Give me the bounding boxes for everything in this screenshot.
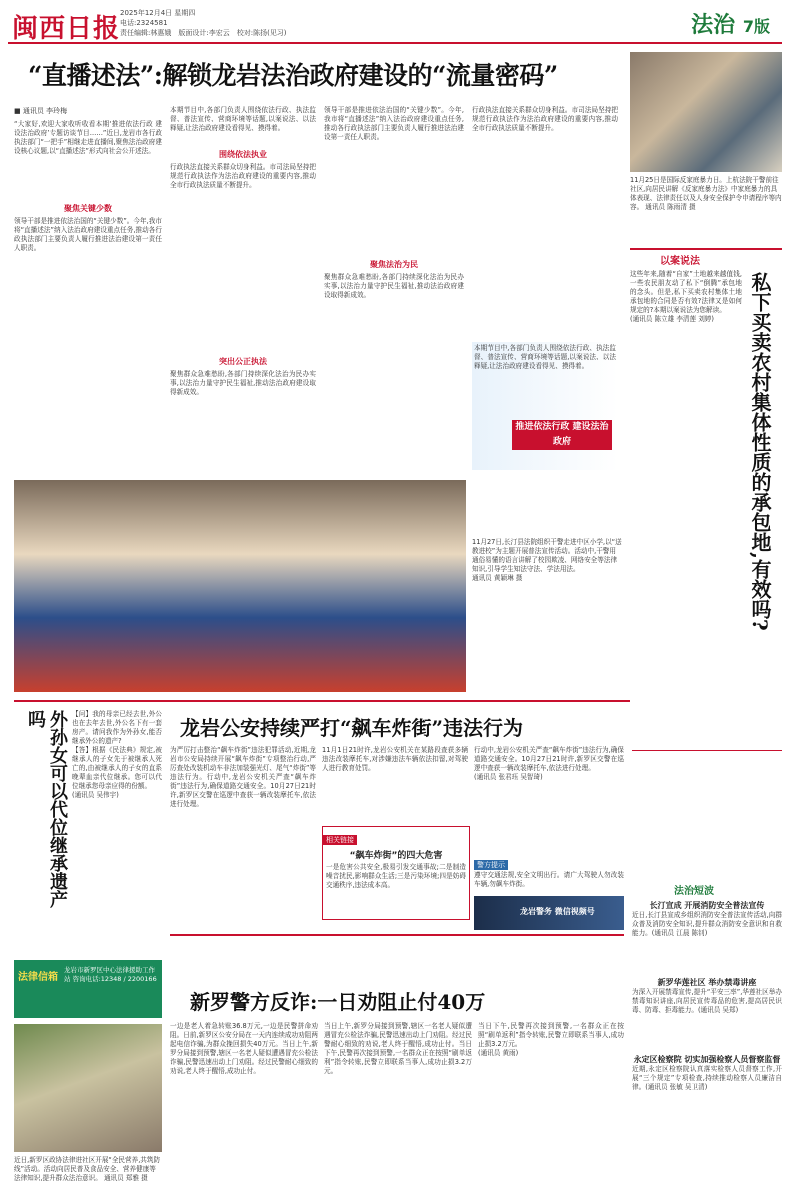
traffic-text-1: 为严厉打击整治“飙车炸街”违法犯罪活动,近期,龙岩市公安局持续开展“飙车炸街”专项整治行动,严厉查处改装机动车非法加装强光灯、尾气“炸街”等违法行为。 (170, 746, 316, 781)
lead-para-9: 本期节目中,各部门负责人围绕依法行政、执法监督、普法宣传、营商环境等话题,以案说法、以法释疑,让法治政府建设看得见、摸得着。 (474, 344, 616, 370)
page-section: 法治 (691, 13, 736, 38)
answer-text: 根据《民法典》规定,被继承人的子女先于被继承人死亡的,由被继承人的子女的直系晚辈血亲代位继承。您可以代位继承您母亲应得的份额。 (72, 746, 162, 790)
inherit-qa (72, 710, 162, 954)
fraud-credit: (通讯员 黄雨) (478, 1049, 519, 1057)
lead-para-7: 聚焦群众急难愁盼,各部门持续深化法治为民办实事,以法治力量守护民生福祉,推动法治政府建设取得新成效。 (324, 273, 464, 299)
newspaper-logo: 闽西日报 (12, 14, 121, 44)
lead-col-4 (472, 106, 618, 338)
news-3-title: 永定区检察院 切实加强检察人员督察监督 (633, 1055, 781, 1064)
top-right-photo (630, 52, 782, 172)
news-2-credit: (通讯员 吴郑) (697, 1006, 739, 1014)
top-right-caption (630, 176, 782, 242)
traffic-col-2 (322, 746, 468, 826)
lead-para-8: 行政执法直接关系群众切身利益。市司法局坚持把规范行政执法作为法治政府建设的重要内容,推动全市行政执法质量不断提升。 (472, 106, 618, 132)
lead-headline: “直播述法”:解锁龙岩法治政府建设的“流量密码” (28, 61, 558, 90)
ask-label: 【问】 (72, 710, 93, 718)
lead-byline: ■ 通讯员 李玲梅 (14, 107, 68, 115)
school-caption-text: 11月27日,长汀县法院组织干警走进中区小学,以“送教进校”为主题开展普法宣传活动。活动中,干警用通俗易懂的语言讲解了校园欺凌、网络安全等法律知识,引导学生知法守法、学法用法。 (472, 538, 622, 573)
fraud-col-1 (170, 1022, 318, 1194)
phone: 电话:2324581 (120, 19, 168, 27)
police-tip-text: 遵守交通法规,安全文明出行。请广大驾驶人勿改装车辆,勿飙车炸街。 (474, 871, 624, 888)
fraud-text-3b: 当日下午,民警再次接到预警,一名群众正在按照“刷单返利”指令转账,民警立即联系当事人,成功止损3.2万元。 (478, 1022, 624, 1048)
news-2-body: 为深入开展禁毒宣传,提升“平安三率”,华莲社区举办禁毒知识讲座,向居民宣传毒品的危害,提高居民识毒、防毒、拒毒能力。 (632, 988, 782, 1014)
land-text (630, 270, 742, 740)
news-2-title: 新罗华莲社区 举办禁毒讲座 (657, 978, 757, 987)
news-3-credit: (通讯员 张敏 吴卫清) (645, 1083, 708, 1091)
lead-para-1: “大家好,欢迎大家收听收看本期‘推进依法行政 建设法治政府’专题访谈节目……”近日,龙岩市各行政执法部门“一把手”相继走进直播间,聚焦法治政府建设核心议题,以“直播述法”形式向社会公开述法。 (14, 120, 162, 155)
news-3-text (632, 1065, 782, 1115)
land-title: 私下买卖农村集体性质的承包地,有效吗? (748, 272, 772, 631)
masthead-meta (120, 8, 287, 38)
legal-mailbox (14, 960, 162, 1018)
lead-subhead-2: 围绕依法执业 (219, 150, 267, 159)
traffic-link-box (322, 826, 470, 920)
community-photo (14, 1024, 162, 1152)
fraud-text-1: 一边是老人着急转账36.8万元,一边是民警拼命劝阻。日前,新罗区公安分局在一天内连续成功劝阻两起电信诈骗,为群众挽回损失40万元。 (170, 1022, 318, 1048)
design: 版面设计:李宏云 (178, 29, 230, 37)
news-1-body: 近日,长汀县宣成乡组织消防安全普法宣传活动,向群众普及消防安全知识,提升群众消防安全意识和自救能力。 (632, 911, 782, 937)
top-right-caption-text: 11月25日是国际反家庭暴力日。上杭法院干警前往社区,向居民讲解《反家庭暴力法》中家庭暴力的具体表现、法律责任以及人身安全保护令申请程序等内容。 (630, 176, 782, 211)
fraud-text-2: 当日上午,新罗分局接到预警,辖区一名老人疑似遭遇冒充公检法诈骗,民警迅速出动上门劝阻。经过民警耐心细致的劝说,老人终于醒悟,成功止付。 (170, 1040, 318, 1075)
issue-date: 2025年12月4日 星期四 (120, 9, 196, 17)
section-divider (14, 700, 630, 702)
traffic-col-1 (170, 746, 316, 914)
community-credit: 通讯员 郑雅 摄 (103, 1174, 148, 1182)
legal-mailbox-label: 法律信箱 (18, 972, 58, 983)
community-caption (14, 1156, 162, 1196)
school-photo (14, 480, 466, 692)
traffic-col-3 (474, 746, 624, 846)
lead-col-1 (14, 106, 162, 471)
traffic-link-label: 相关链接 (323, 835, 357, 845)
news-rule (632, 750, 782, 751)
police-poster (474, 896, 624, 930)
lead-para-5: 聚焦群众急难愁盼,各部门持续深化法治为民办实事,以法治力量守护民生福祉,推动法治政府建设取得新成效。 (170, 370, 316, 396)
lead-col-2 (170, 106, 316, 471)
news-1-title: 长汀宣成 开展消防安全普法宣传 (649, 901, 765, 910)
page-number: 7版 (742, 17, 770, 36)
school-photo-caption (472, 538, 622, 718)
land-credit: (通讯员 陈立雄 李清莲 刘婷) (630, 315, 714, 323)
top-right-credit: 通讯员 陈雨清 摄 (645, 203, 696, 211)
traffic-text-3: 11月1日21时许,龙岩公安机关在某路段查获多辆违法改装摩托车,对涉嫌违法车辆依法扣留,对驾驶人进行教育处罚。 (322, 746, 468, 772)
news-tag: 法治短波 (674, 886, 714, 897)
legal-mailbox-text: 龙岩市新罗区中心法律援助工作站 咨询电话:12348 / 2200166 (64, 966, 157, 983)
proof: 校对:陈扬(见习) (236, 29, 287, 37)
news-3-body: 近期,永定区检察院认真落实检察人员督察工作,开展“三个规定”专项检查,持续推动检察人员廉洁自律。 (632, 1065, 782, 1091)
lead-para-2: 领导干部是推进依法治国的“关键少数”。今年,我市将“直播述法”纳入法治政府建设重点任务,推动各行政执法部门主要负责人履行推进法治建设第一责任人职责。 (14, 217, 162, 252)
traffic-credit: (通讯员 张君珏 吴智琦) (474, 773, 543, 781)
land-rule (630, 248, 782, 250)
lead-subhead-3: 突出公正执法 (219, 357, 267, 366)
news-2-text (632, 988, 782, 1050)
fraud-text-2b: 当日上午,新罗分局接到预警,辖区一名老人疑似遭遇冒充公检法诈骗,民警迅速出动上门劝阻。经过民警耐心细致的劝说,老人终于醒悟,成功止付。 (324, 1022, 472, 1048)
news-1-credit: (通讯员 江晨 陈钊) (651, 929, 708, 937)
police-poster-text: 龙岩警务 微信视频号 (520, 907, 595, 916)
traffic-box-text: 一是危害公共安全,极易引发交通事故;二是制造噪音扰民,影响群众生活;三是污染环境;四是妨碍交通秩序,违法成本高。 (326, 863, 466, 889)
fraud-rule (170, 934, 624, 936)
lead-para-4: 行政执法直接关系群众切身利益。市司法局坚持把规范行政执法作为法治政府建设的重要内容,推动全市行政执法质量不断提升。 (170, 163, 316, 189)
fraud-col-3 (478, 1022, 624, 1194)
inherit-title: 外孙女可以代位继承遗产吗 (25, 710, 68, 908)
fraud-title: 新罗警方反诈:一日劝阻止付40万 (190, 990, 486, 1014)
editor: 责任编辑:林惠娥 (120, 29, 172, 37)
police-tip-label: 警方提示 (474, 860, 508, 870)
land-text-body: 这些年来,随着“自家”土地越来越值钱,一些农民朋友动了私下“倒腾”承包地的念头。但是,私下买卖农村集体土地承包地的合同是否有效?法律又是如何规定的?本期以案说法为您解读。 (630, 270, 742, 314)
news-1-text (632, 911, 782, 973)
answer-label: 【答】 (72, 746, 93, 754)
fraud-col-2 (324, 1022, 472, 1194)
lead-subhead-4: 聚焦法治为民 (370, 260, 418, 269)
police-tip (474, 852, 624, 892)
lead-banner-badge: 推进依法行政 建设法治政府 (512, 420, 612, 450)
fraud-text-3: 当日下午,民警再次接到预警,一名群众正在按照“刷单返利”指令转账,民警立即联系当事人,成功止损3.2万元。 (324, 1040, 472, 1075)
page-label (691, 8, 770, 39)
community-caption-text: 近日,新罗区政协法律进社区开展“全民营养,共筑防线”活动。活动向居民普及食品安全、营养健康等法律知识,提升群众法治意识。 (14, 1156, 161, 1182)
masthead (8, 6, 782, 44)
news-list (632, 900, 782, 1196)
inherit-credit: (通讯员 吴伟宇) (72, 791, 119, 799)
lead-subhead-1: 聚焦关键少数 (64, 204, 112, 213)
lead-banner (472, 342, 618, 470)
lead-para-3: 本期节目中,各部门负责人围绕依法行政、执法监督、普法宣传、营商环境等话题,以案说法、以法释疑,让法治政府建设看得见、摸得着。 (170, 106, 316, 132)
traffic-text-2b: 行动中,龙岩公安机关严查“飙车炸街”违法行为,确保道路交通安全。10月27日21时许,新罗区交警在巡逻中查获一辆改装摩托车,依法进行处理。 (474, 746, 624, 772)
traffic-box-title: “飙车炸街”的四大危害 (349, 851, 443, 861)
ask-text: 我的母亲已经去世,外公也在去年去世,外公名下有一套房产。请问我作为外孙女,能否继承外公的遗产? (72, 710, 162, 745)
traffic-text-2: 行动中,龙岩公安机关严查“飙车炸街”违法行为,确保道路交通安全。10月27日21时许,新罗区交警在巡逻中查获一辆改装摩托车,依法进行处理。 (170, 773, 316, 808)
traffic-title: 龙岩公安持续严打“飙车炸街”违法行为 (180, 716, 524, 740)
lead-para-6: 领导干部是推进依法治国的“关键少数”。今年,我市将“直播述法”纳入法治政府建设重点任务,推动各行政执法部门主要负责人履行推进法治建设第一责任人职责。 (324, 106, 464, 141)
lead-col-3 (324, 106, 464, 471)
school-photo-credit: 通讯员 黄颖琳 摄 (472, 574, 523, 582)
land-tag: 以案说法 (660, 256, 700, 267)
